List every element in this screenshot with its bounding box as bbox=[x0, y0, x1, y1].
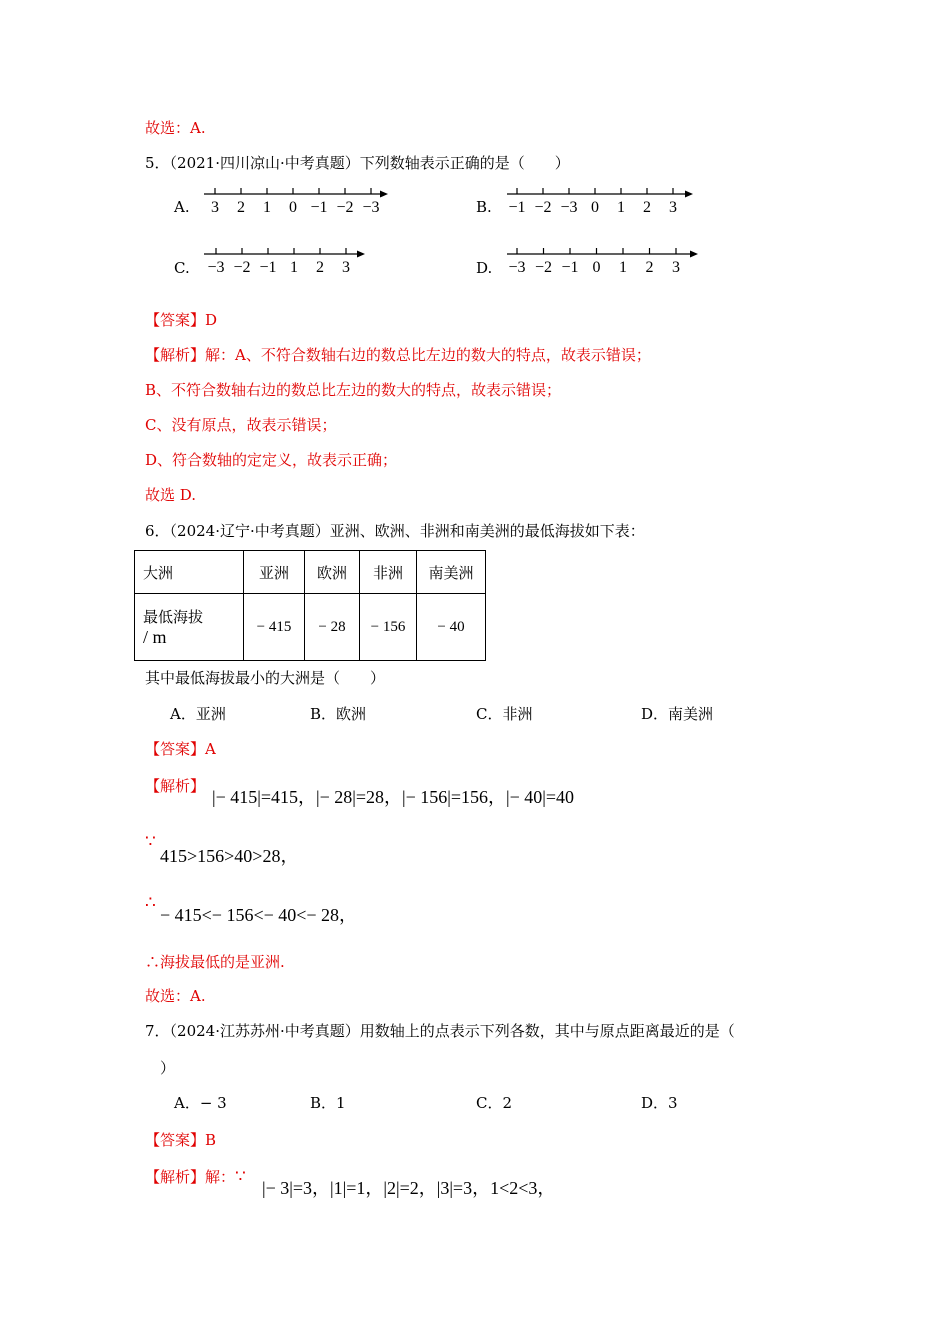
q5-number-line-c bbox=[200, 245, 370, 279]
q5-analysis-1 bbox=[145, 345, 651, 365]
tick-label: −1 bbox=[508, 199, 526, 216]
tick-label: 1 bbox=[263, 199, 271, 216]
because-symbol: ∵ bbox=[235, 1167, 246, 1187]
q7-math: |− 3|=3，|1|=1，|2|=2，|3|=3，1<2<3， bbox=[262, 1178, 556, 1198]
table-header-row bbox=[135, 551, 486, 594]
q5-number-line-b bbox=[503, 185, 698, 219]
tick-label: 1 bbox=[290, 259, 298, 276]
header-cell-europe: 欧洲 bbox=[305, 551, 360, 594]
q5-option-b-label: B. bbox=[476, 198, 492, 216]
tick-label: −3 bbox=[362, 199, 380, 216]
q7-answer bbox=[145, 1130, 216, 1150]
tick-label: 2 bbox=[237, 199, 245, 216]
answer-value: B bbox=[205, 1131, 217, 1149]
answer-tag: 【答案】 bbox=[145, 740, 206, 758]
q6-answer bbox=[145, 739, 216, 759]
q6-altitude-table bbox=[134, 550, 486, 661]
because-symbol: ∵ bbox=[145, 832, 156, 852]
q6-option-b: B．欧洲 bbox=[310, 705, 367, 723]
q6-math-compare: 415>156>40>28， bbox=[160, 846, 299, 866]
header-cell-asia: 亚洲 bbox=[244, 551, 305, 594]
q6-analysis-tag: 【解析】 bbox=[145, 777, 206, 795]
q5-number-line-d bbox=[503, 245, 703, 279]
tick-label: 2 bbox=[316, 259, 324, 276]
q5-option-c-label: C. bbox=[174, 259, 190, 277]
value-cell-europe: − 28 bbox=[305, 594, 360, 661]
q5-analysis-3: C、没有原点，故表示错误； bbox=[145, 416, 337, 434]
tick-label: −1 bbox=[259, 259, 277, 276]
q7-option-b: B．1 bbox=[310, 1094, 346, 1112]
q7-option-d: D．3 bbox=[641, 1094, 678, 1112]
tick-label: −2 bbox=[336, 199, 354, 216]
tick-label: −1 bbox=[561, 259, 579, 276]
header-cell-continent: 大洲 bbox=[135, 551, 244, 594]
tick-label: 3 bbox=[211, 199, 219, 216]
tick-label: 0 bbox=[592, 259, 601, 276]
tick-label: 2 bbox=[643, 199, 651, 216]
answer-value: D bbox=[205, 311, 218, 329]
q5-analysis-2: B、不符合数轴右边的数总比左边的数大的特点，故表示错误； bbox=[145, 381, 562, 399]
analysis-lead: 解： bbox=[205, 1168, 236, 1186]
analysis-tag: 【解析】 bbox=[145, 346, 206, 364]
q7-stem-closing: ） bbox=[160, 1059, 176, 1077]
q6-question: 其中最低海拔最小的大洲是（ ） bbox=[145, 669, 386, 687]
q6-stem: 6．（2024·辽宁·中考真题）亚洲、欧洲、非洲和南美洲的最低海拔如下表： bbox=[145, 522, 645, 540]
tick-label: −3 bbox=[508, 259, 526, 276]
tick-label: 0 bbox=[591, 199, 599, 216]
table-value-row bbox=[135, 594, 486, 661]
tick-label: 3 bbox=[669, 199, 677, 216]
q5-conclusion: 故选 D. bbox=[145, 486, 197, 504]
row-label-line-2: / m bbox=[143, 627, 167, 647]
tick-label: −3 bbox=[560, 199, 578, 216]
tick-label: 3 bbox=[342, 259, 350, 276]
q6-analysis-end: ∴海拔最低的是亚洲. bbox=[145, 953, 285, 971]
tick-label: −2 bbox=[233, 259, 251, 276]
answer-tag: 【答案】 bbox=[145, 311, 206, 329]
q5-option-a-label: A. bbox=[174, 198, 190, 216]
q6-option-c: C．非洲 bbox=[476, 705, 533, 723]
tick-label: 1 bbox=[619, 259, 627, 276]
value-cell-africa: − 156 bbox=[360, 594, 417, 661]
q6-math-absolute-values: |− 415|=415，|− 28|=28，|− 156|=156，|− 40|=40 bbox=[212, 787, 575, 807]
tick-label: −3 bbox=[207, 259, 225, 276]
analysis-text: 解：A、不符合数轴右边的数总比左边的数大的特点，故表示错误； bbox=[205, 346, 651, 364]
tick-label: 3 bbox=[672, 259, 680, 276]
tick-label: −1 bbox=[310, 199, 328, 216]
answer-value: A bbox=[205, 740, 216, 758]
q5-answer bbox=[145, 310, 217, 330]
q7-option-a: A．− 3 bbox=[174, 1094, 227, 1112]
tick-label: 1 bbox=[617, 199, 625, 216]
q6-option-a: A．亚洲 bbox=[170, 705, 226, 723]
q5-number-line-a bbox=[200, 185, 395, 219]
q7-analysis bbox=[145, 1167, 246, 1187]
q6-option-d: D．南美洲 bbox=[641, 705, 714, 723]
q6-math-order: − 415<− 156<− 40<− 28， bbox=[160, 905, 358, 925]
tick-label: −2 bbox=[534, 199, 552, 216]
q6-conclusion: 故选：A. bbox=[145, 987, 206, 1005]
q5-option-d-label: D. bbox=[476, 259, 493, 277]
row-label-line-1: 最低海拔 bbox=[143, 608, 204, 626]
header-cell-south-america: 南美洲 bbox=[417, 551, 486, 594]
tick-label: 0 bbox=[289, 199, 297, 216]
value-cell-south-america: − 40 bbox=[417, 594, 486, 661]
q7-stem: 7．（2024·江苏苏州·中考真题）用数轴上的点表示下列各数，其中与原点距离最近的是（ bbox=[145, 1022, 735, 1040]
analysis-tag: 【解析】 bbox=[145, 1168, 206, 1186]
answer-tag: 【答案】 bbox=[145, 1131, 206, 1149]
value-cell-asia: − 415 bbox=[244, 594, 305, 661]
prev-conclusion: 故选：A. bbox=[145, 119, 206, 137]
tick-label: −2 bbox=[534, 259, 553, 276]
q5-stem: 5．（2021·四川凉山·中考真题）下列数轴表示正确的是（ ） bbox=[145, 154, 570, 172]
q5-analysis-4: D、符合数轴的定定义，故表示正确； bbox=[145, 451, 398, 469]
tick-label: 2 bbox=[645, 259, 654, 276]
row-label-cell bbox=[135, 594, 244, 661]
therefore-symbol: ∴ bbox=[145, 893, 156, 913]
header-cell-africa: 非洲 bbox=[360, 551, 417, 594]
q7-option-c: C．2 bbox=[476, 1094, 513, 1112]
